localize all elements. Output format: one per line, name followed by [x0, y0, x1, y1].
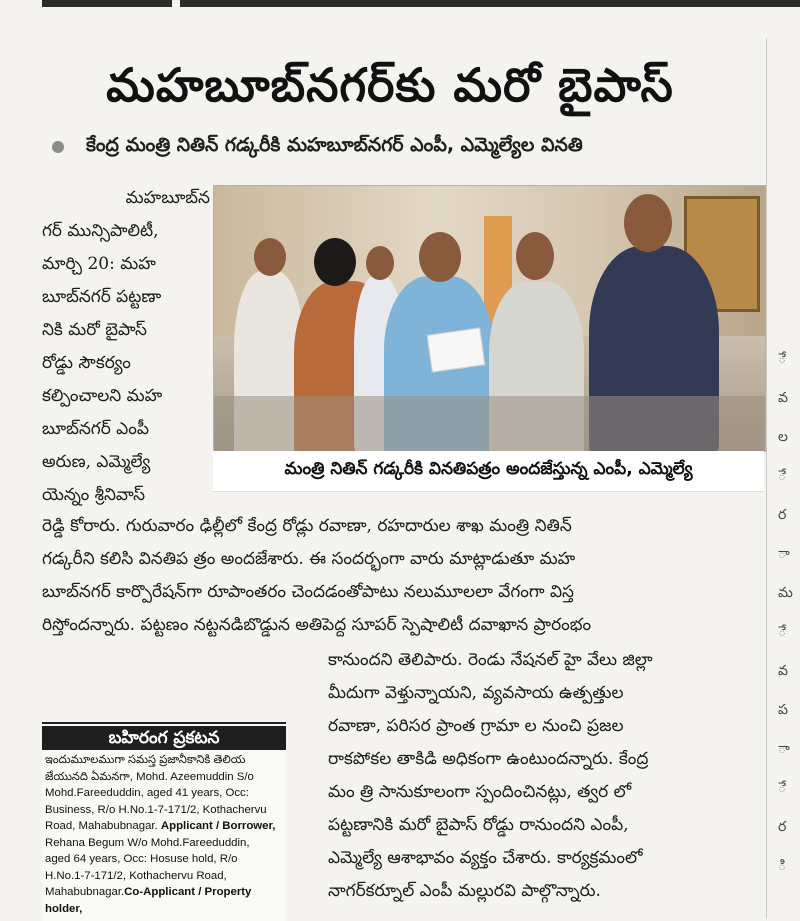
person-head — [254, 238, 286, 276]
subheadline-text: కేంద్ర మంత్రి నితిన్ గడ్కరీకి మహబూబ్‌నగర్ ఎంపీ, ఎమ్మెల్యేల వినతి — [86, 133, 583, 156]
notice-role: Applicant / Borrower, — [160, 820, 276, 832]
article-line: అరుణ, ఎమ్మెల్యే — [42, 452, 151, 472]
top-rule-segment — [42, 0, 172, 7]
notice-line: ఇందుమూలముగా సమస్త ప్రజానీకానికి తెలియ — [45, 754, 246, 766]
petition-document — [427, 327, 486, 372]
article-line: బూబ్‌నగర్ పట్టణా — [42, 287, 162, 307]
notice-line: H.No.1-7-171/2, Kothachervu Road, — [45, 869, 227, 882]
notice-fragment: Road, Mahabubnagar. — [45, 820, 161, 832]
subheadline — [52, 130, 764, 164]
notice-line — [45, 884, 283, 917]
article-line: కల్పించాలని మహ — [42, 386, 163, 406]
public-notice — [42, 722, 286, 921]
article-line: బూబ్‌నగర్ ఎంపీ — [42, 419, 149, 439]
article-line: ఎమ్మెల్యే ఆశాభావం వ్యక్తం చేశారు. కార్యక్రమంలో — [328, 848, 643, 868]
news-photo — [213, 185, 766, 452]
article-line: గర్ మున్సిపాలిటీ, — [42, 221, 159, 241]
article-line: రాకపోకల తాకిడి అధికంగా ఉంటుందన్నారు. కేంద్ర — [328, 749, 649, 769]
article-line: గడ్కరీని కలిసి వినతిప త్రం అందజేశారు. ఈ సందర్భంగా వారు మాట్లాడుతూ మహ — [42, 549, 576, 569]
notice-line: aged 64 years, Occ: Hosuse hold, R/o — [45, 853, 238, 865]
top-rule — [0, 0, 800, 9]
person-head — [624, 194, 672, 252]
bullet-icon — [52, 141, 64, 153]
article-line: మార్చి 20: మహ — [42, 254, 156, 274]
article-line: మీదుగా వెళ్తున్నాయని, వ్యవసాయ ఉత్పత్తుల — [328, 683, 624, 703]
article-line: కానుందని తెలిపారు. రెండు నేషనల్ హై వేలు జిల్లా — [328, 650, 653, 670]
article-line: రిస్తోందన్నారు. పట్టణం నట్టనడిబొడ్డున అతిపెద్ద సూపర్ స్పెషాలిటీ దవాఖాన ప్రారంభం — [42, 615, 592, 635]
person-head — [366, 246, 394, 280]
notice-fragment: Mahabubnagar. — [45, 886, 125, 898]
article-line: నికి మరో బైపాస్ — [42, 320, 147, 340]
notice-line: Rehana Begum W/o Mohd.Fareeduddin, — [45, 836, 250, 849]
notice-line: Mohd.Fareeduddin, aged 41 years, Occ: — [45, 787, 249, 799]
person-head — [516, 232, 554, 280]
headline: మహబూబ్‌నగర్‌కు మరో బైపాస్ — [106, 58, 674, 112]
article-line: బూబ్‌నగర్ కార్పొరేషన్‌గా రూపాంతరం చెందడంతోపాటు నలుమూలలా వేగంగా విస్త — [42, 582, 574, 602]
photo-caption: మంత్రి నితిన్ గడ్కరీకి వినతిపత్రం అందజేస్తున్న ఎంపీ, ఎమ్మెల్యే — [213, 451, 764, 492]
notice-role: Co-Applicant / Property holder, — [45, 886, 252, 915]
article-line: నాగర్‌కర్నూల్ ఎంపీ మల్లురవి పాల్గొన్నారు. — [328, 881, 601, 901]
notice-line — [45, 818, 283, 835]
article-line: రవాణా, పరిసర ప్రాంత గ్రామా ల నుంచి ప్రజల — [328, 716, 624, 736]
top-rule-segment — [180, 0, 800, 7]
person-head — [419, 232, 461, 282]
article-line: పట్టణానికి మరో బైపాస్ రోడ్డు రానుందని ఎంపీ, — [328, 815, 629, 835]
notice-title: బహిరంగ ప్రకటన — [42, 726, 286, 750]
column-rule — [766, 38, 767, 919]
notice-text — [42, 750, 286, 917]
adjacent-column-fragment: ే వ ల ే ర ా మ ే వ ప ా ే ర ి — [778, 351, 793, 874]
person-head — [314, 238, 356, 286]
notice-line: జేయునది ఏమనగా, Mohd. Azeemuddin S/o — [45, 770, 254, 783]
article-line: యెన్నం శ్రీనివాస్ — [42, 485, 146, 505]
article-line: మం త్రి సానుకూలంగా స్పందించినట్లు, త్వర లో — [328, 782, 632, 802]
article-line: రోడ్డు సౌకర్యం — [42, 353, 131, 373]
photo-foreground — [214, 396, 765, 451]
notice-line: Business, R/o H.No.1-7-171/2, Kothachervu — [45, 803, 267, 816]
article-line: మహబూబ్‌న — [125, 188, 210, 208]
article-line: రెడ్డి కోరారు. గురువారం ఢిల్లీలో కేంద్ర రోడ్లు రవాణా, రహదారుల శాఖ మంత్రి నితిన్ — [42, 516, 572, 536]
